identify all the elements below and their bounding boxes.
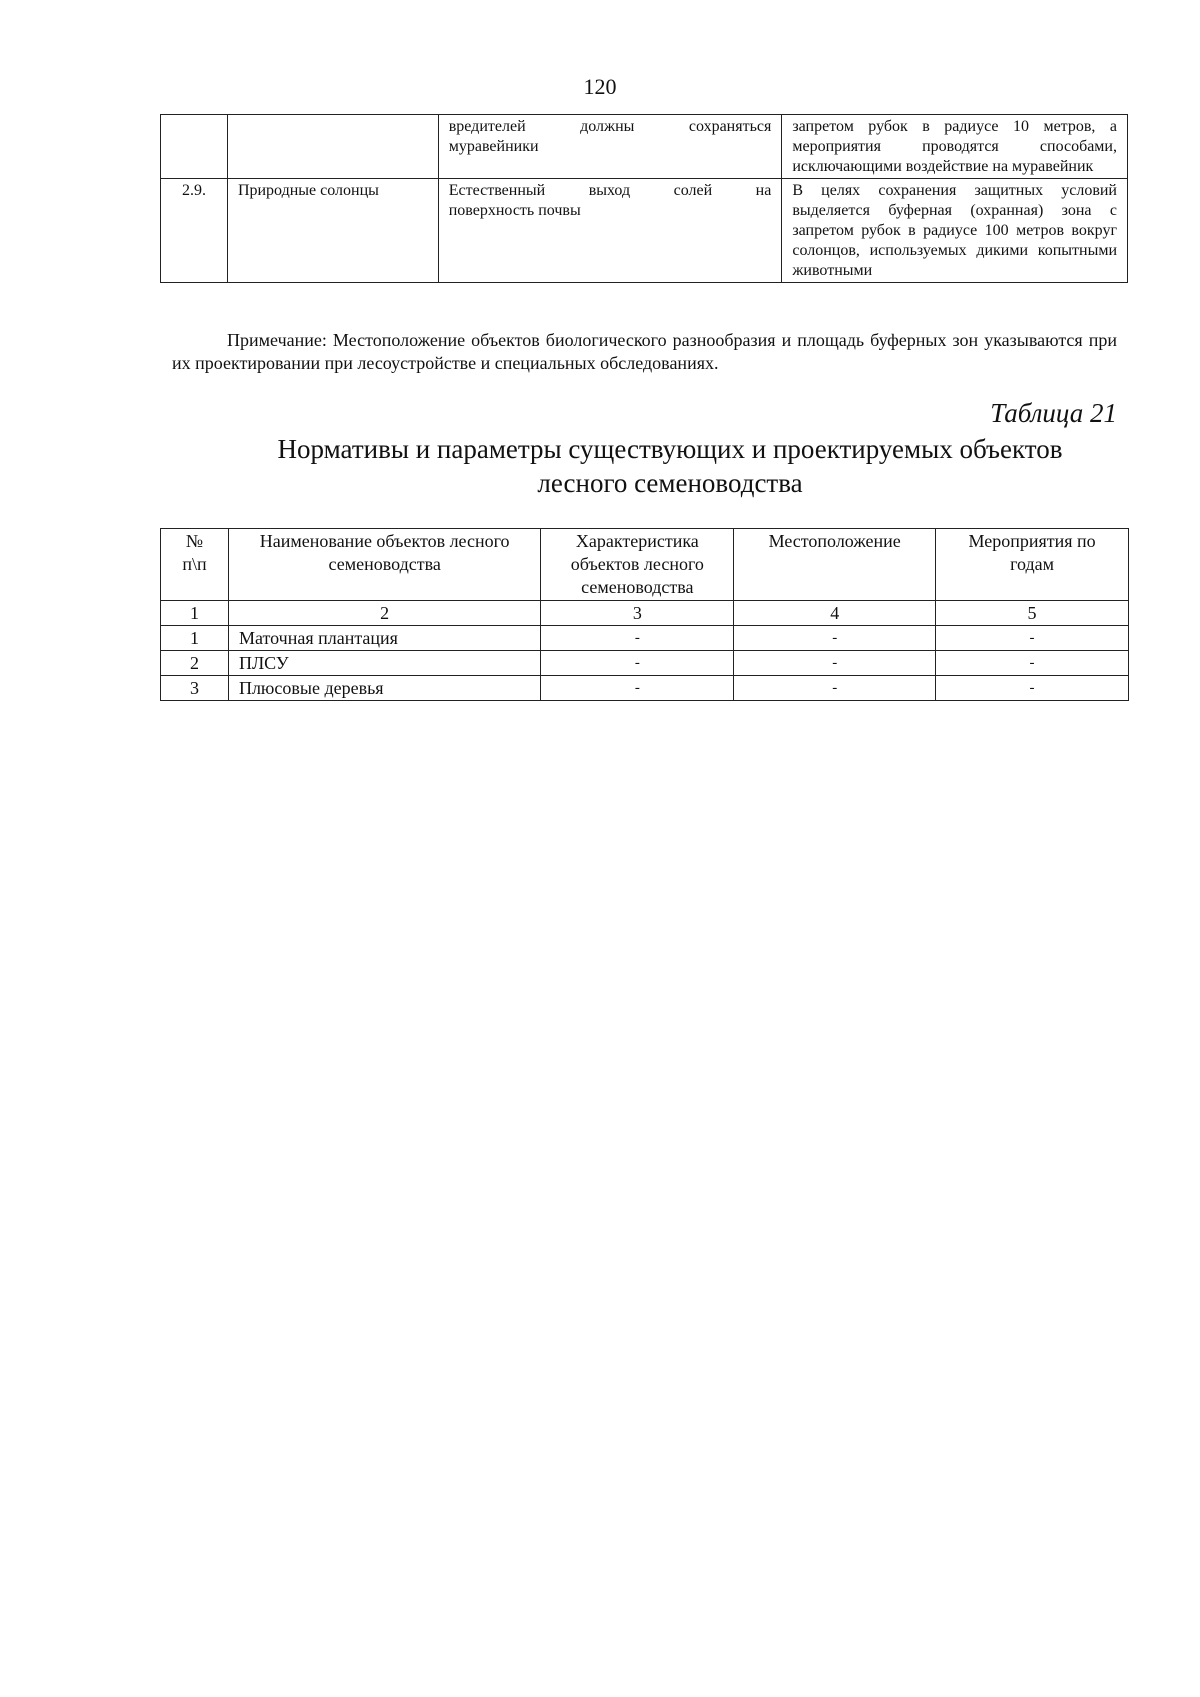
measures-cell: запретом рубок в радиусе 10 метров, а мероприятия проводятся способами, исключающими воздействие на муравейник (782, 115, 1128, 179)
column-number: 1 (161, 601, 229, 626)
measures-cell: - (936, 651, 1129, 676)
biodiversity-table-continuation (160, 114, 1128, 283)
measures-cell: В целях сохранения защитных условий выделяется буферная (охранная) зона с запретом рубок в радиусе 100 метров вокруг солонцов, используемых дикими копытными животными (782, 179, 1128, 283)
measures-cell: - (936, 626, 1129, 651)
column-number-row (161, 601, 1129, 626)
seed-production-table (160, 528, 1129, 701)
location-cell: - (734, 626, 936, 651)
header-object-name: Наименование объектов лесного семеноводства (228, 529, 540, 601)
table-row (161, 115, 1128, 179)
page-number: 120 (583, 74, 617, 99)
table-label: Таблица 21 (990, 398, 1117, 428)
characteristics-cell: - (541, 676, 734, 701)
description-line: Естественный выход солей на (448, 182, 772, 199)
description-line: вредителей должны сохраняться (448, 118, 772, 135)
location-cell: - (734, 676, 936, 701)
object-name-cell: Природные солонцы (227, 179, 438, 283)
row-number-cell (161, 115, 228, 179)
description-line: поверхность почвы (448, 202, 581, 219)
description-cell (438, 115, 782, 179)
location-cell: - (734, 651, 936, 676)
object-name-cell: Плюсовые деревья (228, 676, 540, 701)
measures-cell: - (936, 676, 1129, 701)
description-cell (438, 179, 782, 283)
characteristics-cell: - (541, 626, 734, 651)
row-number-cell: 3 (161, 676, 229, 701)
row-number-cell: 2 (161, 651, 229, 676)
header-number: № п\п (161, 529, 229, 601)
characteristics-cell: - (541, 651, 734, 676)
table-row (161, 651, 1129, 676)
object-name-cell: ПЛСУ (228, 651, 540, 676)
description-line: муравейники (448, 138, 539, 155)
column-number: 3 (541, 601, 734, 626)
object-name-cell: Маточная плантация (228, 626, 540, 651)
row-number-cell: 2.9. (161, 179, 228, 283)
object-name-cell (227, 115, 438, 179)
header-location: Местоположение (734, 529, 936, 601)
row-number-cell: 1 (161, 626, 229, 651)
table-title: Нормативы и параметры существующих и проектируемых объектов лесного семеноводства (277, 434, 1063, 498)
table-row (161, 626, 1129, 651)
table-row (161, 179, 1128, 283)
header-characteristics: Характеристика объектов лесного семеноводства (541, 529, 734, 601)
note-paragraph: Примечание: Местоположение объектов биологического разнообразия и площадь буферных зон указываются при их проектировании при лесоустройстве и специальных обследованиях. (172, 330, 1117, 373)
column-number: 5 (936, 601, 1129, 626)
column-number: 4 (734, 601, 936, 626)
column-number: 2 (228, 601, 540, 626)
table-header-row (161, 529, 1129, 601)
header-yearly-measures: Мероприятия по годам (936, 529, 1129, 601)
table-row (161, 676, 1129, 701)
